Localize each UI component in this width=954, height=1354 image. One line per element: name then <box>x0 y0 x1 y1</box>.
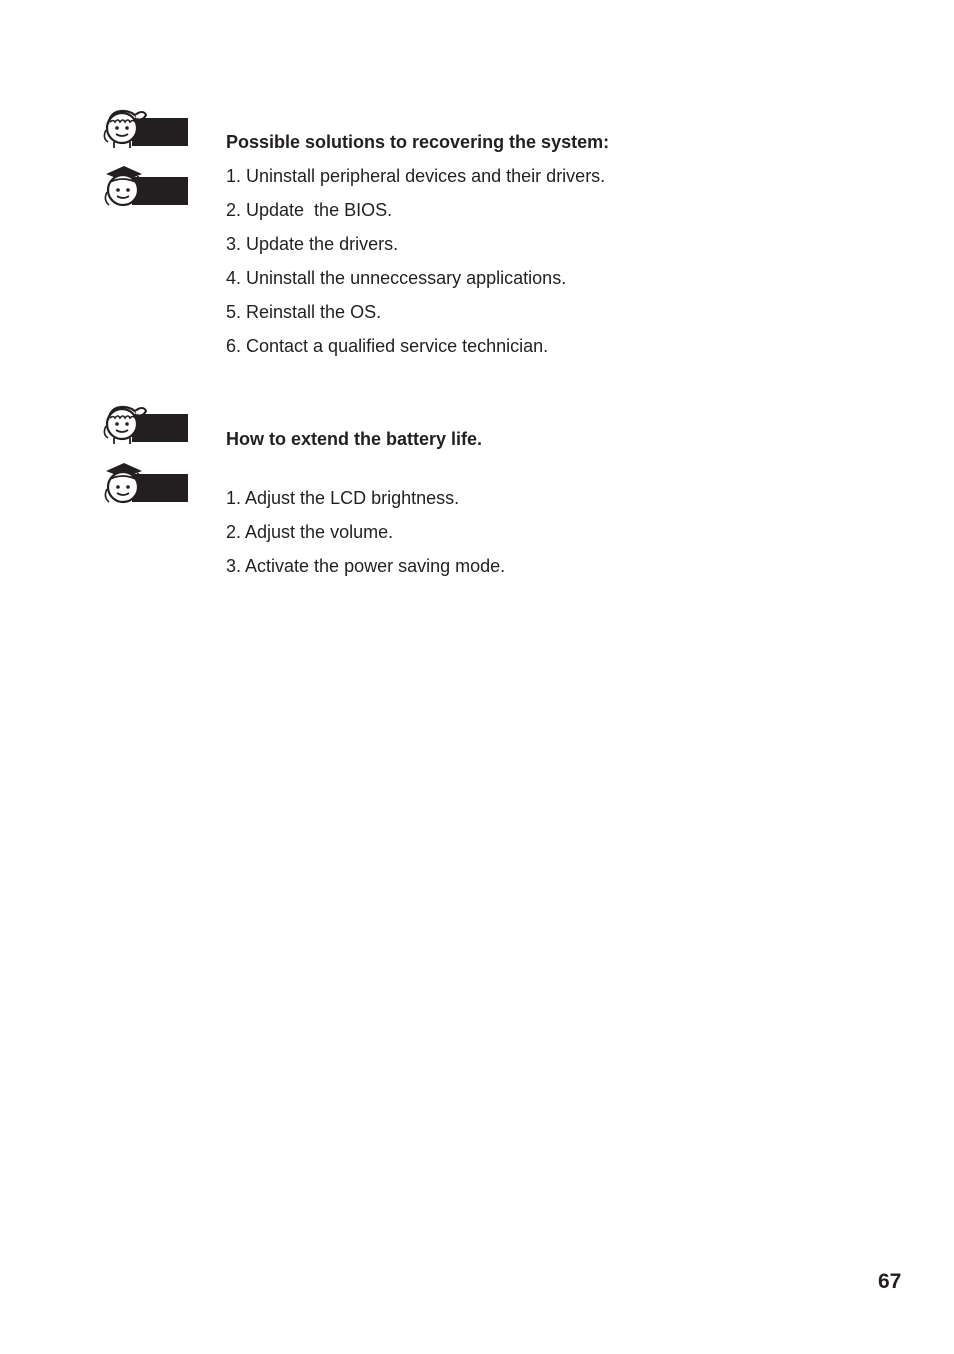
question-marker <box>102 402 188 446</box>
list-item: 6. Contact a qualified service technician. <box>226 336 549 356</box>
list-item: 3. Activate the power saving mode. <box>226 556 506 576</box>
graduate-face-icon <box>102 164 148 208</box>
list-item: 1. Adjust the LCD brightness. <box>226 488 460 508</box>
girl-face-icon <box>102 106 148 150</box>
list-item: 2. Adjust the volume. <box>226 522 394 542</box>
list-item: 1. Uninstall peripheral devices and their drivers. <box>226 166 606 186</box>
section1-heading: Possible solutions to recovering the system: <box>226 132 610 152</box>
answer-marker <box>102 461 188 505</box>
list-item: 2. Update the BIOS. <box>226 200 393 220</box>
graduate-face-icon <box>102 461 148 505</box>
answer-marker <box>102 164 188 208</box>
list-item: 3. Update the drivers. <box>226 234 399 254</box>
list-item: 5. Reinstall the OS. <box>226 302 382 322</box>
list-item: 4. Uninstall the unneccessary applications. <box>226 268 567 288</box>
section2-heading: How to extend the battery life. <box>226 429 483 449</box>
girl-face-icon <box>102 402 148 446</box>
question-marker <box>102 106 188 150</box>
page-number: 67 <box>878 1270 902 1293</box>
